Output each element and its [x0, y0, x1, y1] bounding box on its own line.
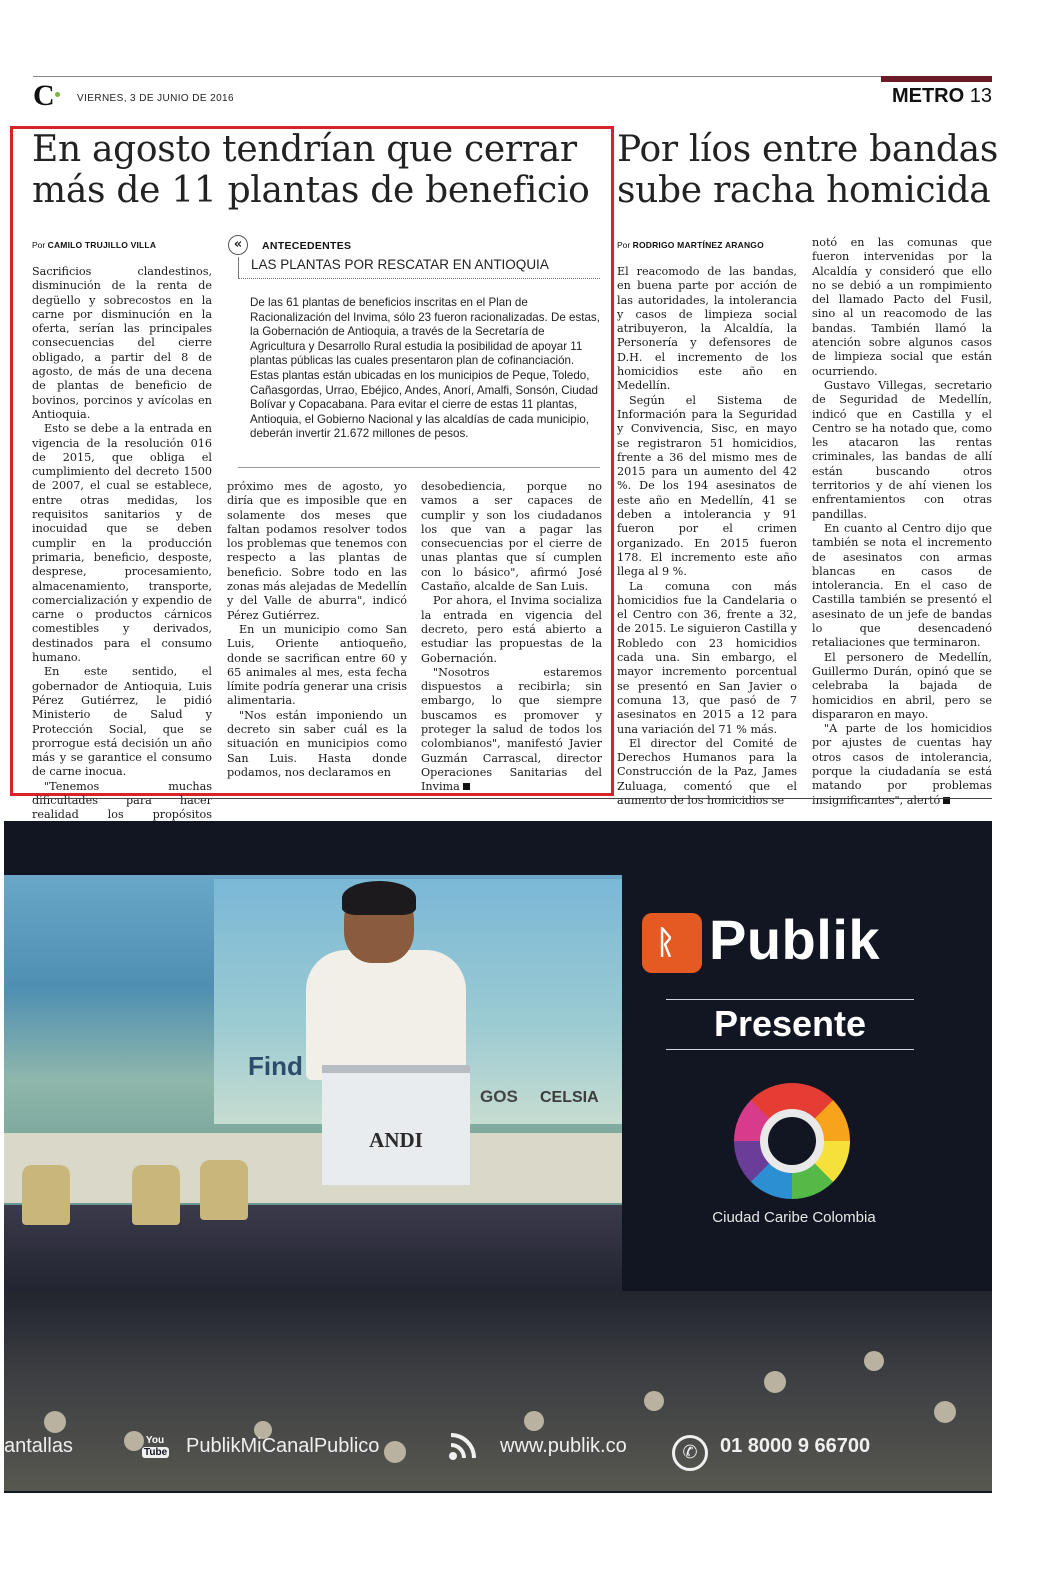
- paragraph: En un municipio como San Luis, Oriente antioqueño, donde se sacrifican entre 60 y 65 animales al mes, esta fecha límite podría generar una crisis alimentaria.: [227, 622, 407, 708]
- paragraph: En cuanto al Centro dijo que también se nota el incremento de asesinatos con armas blancas en casos de intolerancia. En el caso de Castilla también se presentó el asesinato de un jefe de bandas lo que desencadenó retaliaciones que terminaron.: [812, 521, 992, 650]
- paragraph-text: "Nosotros estaremos dispuestos a recibirla; sin embargo, lo que siempre buscamos es promover y proteger la salud de todos los colombianos", manifestó Javier Guzmán Carrascal, director Operaciones Sanitarias del Invima: [421, 665, 602, 794]
- article1-column-1: [32, 265, 212, 837]
- antecedentes-body: De las 61 plantas de beneficios inscritas en el Plan de Racionalización del Invima, sólo 23 fueron racionalizadas. De estas, la Gobernación de Antioquia, a través de la Secretaría de Agricultura y Desarrollo Rural estudia la posibilidad de apoyar 11 plantas públicas las cuales presentaron plan de cofinanciación. Estas plantas están ubicadas en los municipios de Peque, Toledo, Cañasgordas, Urrao, Ebéjico, Andes, Anorí, Amalfi, Sonsón, Ciudad Bolívar y Copacabana. Para evitar el cierre de estas 11 plantas, Antioquia, el Gobierno Nacional y las alcaldías de cada municipio, deberán invertir 21.672 millones de pesos.: [250, 296, 600, 441]
- phone-number[interactable]: 01 8000 9 66700: [720, 1435, 871, 1457]
- end-of-article-mark: [463, 783, 470, 790]
- issue-date: VIERNES, 3 DE JUNIO DE 2016: [77, 93, 234, 104]
- article2-headline: [617, 129, 998, 211]
- paragraph: próximo mes de agosto, yo diría que es imposible que en solamente dos meses que faltan podamos resolver todos los problemas que tenemos con respecto a las plantas de beneficio. Sobre todo en las zonas más alejadas de Medellín y del Valle de aburra", indicó Pérez Gutiérrez.: [227, 480, 407, 622]
- speaker-body: [306, 950, 466, 1080]
- section-name: METRO: [891, 85, 965, 107]
- youtube-icon: [142, 1435, 168, 1467]
- audience-member: [934, 1401, 956, 1423]
- article1-column-3: [421, 480, 602, 795]
- audience-member: [864, 1351, 884, 1371]
- paragraph: En este sentido, el gobernador de Antioquia, Luis Pérez Gutiérrez, le pidió Ministerio de Salud y Protección Social, que se prorrogue está decisión un año más y se garantice el consumo de carne inocua.: [32, 665, 212, 779]
- paragraph: El reacomodo de las bandas, en buena parte por acción de las autoridades, la intolerancia y casos de limpieza social atribuyeron, la Alcaldía, la Personería y defensores de D.H. el incremento de los homicidios este año en Medellín.: [617, 265, 797, 393]
- paragraph: [421, 666, 602, 795]
- stage-screen-photo: [4, 875, 622, 1250]
- article2-column-2: [812, 236, 992, 808]
- website-link[interactable]: www.publik.co: [500, 1435, 627, 1457]
- newspaper-logo: C: [33, 79, 55, 112]
- article1-headline: [32, 129, 589, 211]
- youtube-label-top: You: [145, 1435, 165, 1446]
- publik-advertisement: [4, 821, 992, 1493]
- byline-prefix: Por: [617, 240, 631, 250]
- paragraph: desobediencia, porque no vamos a ser capaces de cumplir y son los ciudadanos los que van a pagar las consecuencias por el cierre de unas plantas que sí cumplen con lo básico", afirmó José Castaño, alcalde de San Luis.: [421, 480, 602, 594]
- antecedentes-divider: [238, 467, 600, 468]
- sponsor-celsia: CELSIA: [540, 1089, 599, 1106]
- stage-chair: [22, 1165, 70, 1225]
- publik-logo-icon: ᚱ: [642, 913, 702, 973]
- paragraph: Según el Sistema de Información para la Seguridad y Convivencia, Sisc, en mayo se registraron 51 homicidios, frente a 36 del mismo mes de 2015 para un aumento del 42 %. De los 194 asesinatos de este año en Medellín, 41 se deben a intolerancia y 91 fueron por el crimen organizado. En 2015 fueron 178. El incremento este año llega al 9 %.: [617, 393, 797, 579]
- article1-headline-line2: más de 11 plantas de beneficio: [32, 170, 590, 211]
- section-color-bar: [881, 76, 992, 82]
- paragraph: El personero de Medellín, Guillermo Durán, opinó que se celebraba la bajada de homicidios en abril, pero se dispararon en mayo.: [812, 650, 992, 721]
- article1-column-2: [227, 480, 407, 780]
- paragraph-text: "A parte de los homicidios por ajustes de cuentas hay otros casos de intolerancia, porque la ciudadanía se está matando por problemas insignificantes", alertó: [812, 722, 992, 807]
- paragraph: Gustavo Villegas, secretario de Seguridad de Medellín, indicó que en Castilla y el Centro se ha notado que, como les atacaron las rentas criminales, las bandas de allí están buscando otros territorios y de ahí vienen los enfrentamientos con otras pandillas.: [812, 378, 992, 521]
- article2-column-1: [617, 265, 797, 808]
- speaker-hair: [342, 881, 416, 915]
- article1-byline: [32, 240, 156, 250]
- ad-divider: [666, 1049, 914, 1050]
- article1-headline-line1: En agosto tendrían que cerrar: [32, 129, 577, 170]
- paragraph: [812, 722, 992, 808]
- podium: [322, 1065, 470, 1185]
- paragraph: notó en las comunas que fueron intervenidas por la Alcaldía y consideró que ello no se debió a un rompimiento del llamado Pacto del Fusil, sino al un reacomodo de las bandas. También llamó la atención sobre algunos casos de limpieza social que están ocurriendo.: [812, 236, 992, 378]
- articles-bottom-rule: [33, 798, 992, 799]
- publik-brand-name: Publik: [709, 908, 881, 971]
- antecedentes-title: LAS PLANTAS POR RESCATAR EN ANTIOQUIA: [238, 257, 600, 279]
- page-header: [33, 76, 992, 110]
- stage-chair: [132, 1165, 180, 1225]
- rss-icon: [448, 1431, 478, 1461]
- ciudad-caribe-logo-icon: [734, 1083, 850, 1199]
- audience-member: [764, 1371, 786, 1393]
- stage-chair: [200, 1160, 248, 1220]
- ad-divider: [666, 999, 914, 1000]
- paragraph: El director del Comité de Derechos Humanos para la Construcción de la Paz, James Zuluaga, comentó que el aumento de los homicidios se: [617, 736, 797, 807]
- audience-member: [644, 1391, 664, 1411]
- sponsor-argos: GOS: [480, 1087, 518, 1106]
- article2-author: RODRIGO MARTÍNEZ ARANGO: [632, 240, 764, 250]
- antecedentes-label: ANTECEDENTES: [262, 240, 352, 252]
- partner-name: Ciudad Caribe Colombia: [712, 1209, 876, 1226]
- paragraph: Sacrificios clandestinos, disminución de la renta de degüello y sobrecostos en la carne por disminución en la oferta, serían las principales consecuencias del cierre obligado, a partir del 8 de agosto, de más de una decena de plantas de beneficio de bovinos, porcinos y avícolas en Antioquia.: [32, 265, 212, 421]
- ad-footer: [4, 1421, 992, 1471]
- article2-headline-line2: sube racha homicida: [617, 170, 991, 211]
- paragraph: "Nos están imponiendo un decreto sin saber cuál es la situación en municipios como San Luis. Hasta donde podamos, nos declaramos en: [227, 708, 407, 779]
- youtube-label-bottom: Tube: [144, 1447, 168, 1458]
- footer-left-text: antallas: [4, 1435, 73, 1457]
- phone-icon: ✆: [672, 1435, 708, 1471]
- paragraph: "Tenemos muchas dificultades para hacer realidad los propósitos: [32, 779, 212, 822]
- article2-byline: [617, 240, 764, 250]
- sponsor-band: [4, 1133, 622, 1203]
- section-label: [892, 85, 992, 108]
- logo-dot-icon: [55, 92, 60, 97]
- ad-tagline: Presente: [713, 1003, 867, 1044]
- sponsor-findeter: Find: [248, 1051, 303, 1081]
- paragraph: La comuna con más homicidios fue la Candelaria o el Centro con 36, frente a 32, de 2015. Le siguieron Castilla y Robledo con 23 homicidios cada una. Sin embargo, el mayor incremento porcentual se presentó en San Javier o comuna 13, que pasó de 7 asesinatos en 2015 a 12 para una variación del 71 % más.: [617, 579, 798, 736]
- paragraph: Esto se debe a la entrada en vigencia de la resolución 016 de 2015, que obliga el cumplimiento del decreto 1500 de 2007, el cual se establece, entre otras medidas, los requisitos sanitarios y de inocuidad que se deben cumplir en la producción primaria, beneficio, desposte, desprese, procesamiento, almacenamiento, transporte, comercialización y expendio de carne o productos cárnicos comestibles y derivados, destinados para el consumo humano.: [32, 422, 212, 665]
- paragraph: Por ahora, el Invima socializa la entrada en vigencia del decreto, pero está abierto a estudiar las propuestas de la Gobernación.: [421, 594, 602, 665]
- podium-brand: ANDI: [369, 1128, 423, 1152]
- byline-prefix: Por: [32, 240, 46, 250]
- youtube-handle[interactable]: PublikMiCanalPublico: [186, 1435, 380, 1457]
- chevron-left-icon: «: [228, 235, 248, 255]
- article2-headline-line1: Por líos entre bandas: [617, 129, 998, 170]
- article1-author: CAMILO TRUJILLO VILLA: [47, 240, 157, 250]
- page-number: 13: [969, 85, 992, 107]
